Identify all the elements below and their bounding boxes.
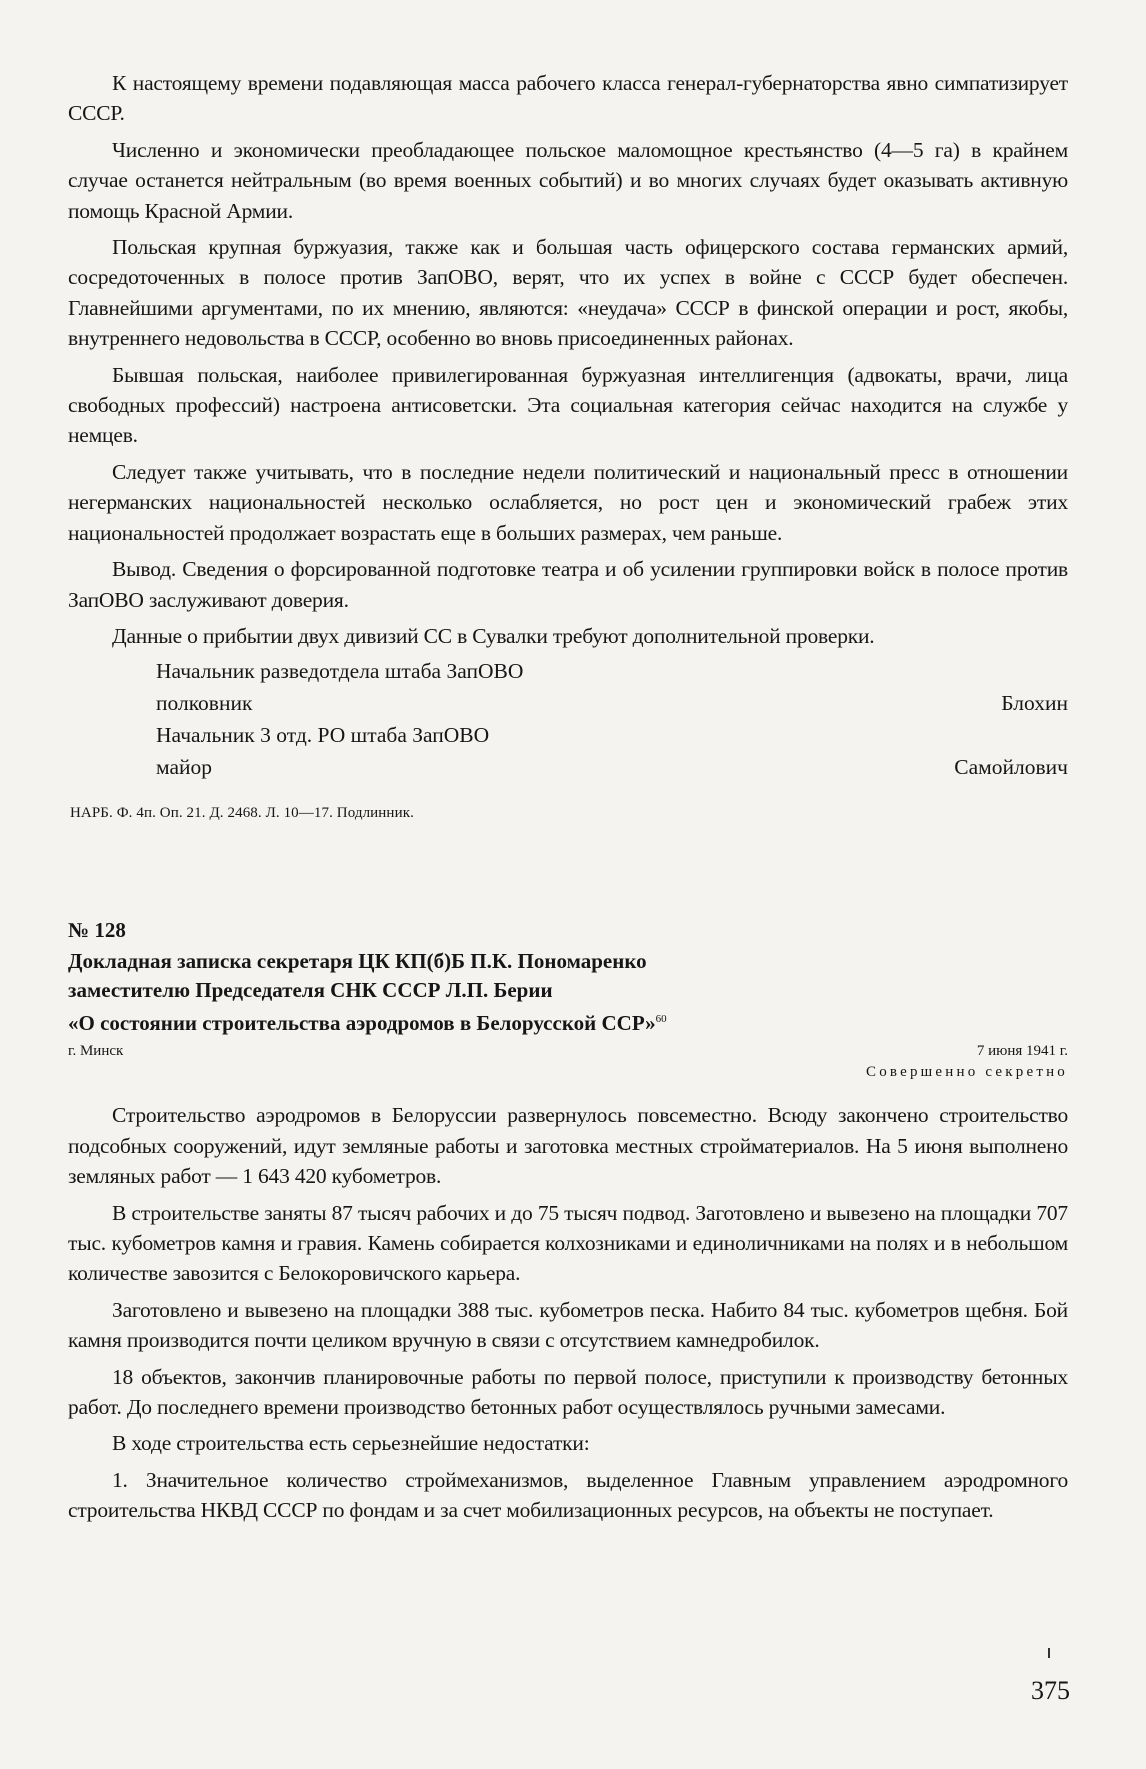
page-body xyxy=(68,68,1068,1526)
signature-line-1 xyxy=(156,687,1068,719)
signature-rank-1: полковник xyxy=(156,691,253,716)
signature-rank-2: майор xyxy=(156,755,213,780)
signature-title-1: Начальник разведотдела штаба ЗапОВО xyxy=(156,659,524,684)
document-number: № 128 xyxy=(68,918,126,943)
paragraph: Численно и экономически преобладающее польское маломощное крестьянство (4—5 га) в крайнем случае останется нейтральным (во время военных событий) и во многих случаях будет оказывать активную помощь Красной Армии. xyxy=(68,137,1068,223)
footnote-marker: 60 xyxy=(655,1013,667,1026)
page-number: 375 xyxy=(1031,1676,1070,1705)
paragraph: 18 объектов, закончив планировочные работы по первой полосе, приступили к производству бетонных работ. До последнего времени производство бетонных работ осуществлялось ручными замесами. xyxy=(68,1364,1068,1419)
paragraph: Бывшая польская, наиболее привилегированная буржуазная интеллигенция (адвокаты, врачи, лица свободных профессий) настроена антисоветски. Эта социальная категория сейчас находится на службе у немцев. xyxy=(68,362,1068,448)
paragraph: Польская крупная буржуазия, также как и большая часть офицерского состава германских армий, сосредоточенных в полосе против ЗапОВО, верят, что их успех в войне с СССР будет обеспечен. Главнейшими аргументами, по их мнению, являются: «неудача» СССР в финской операции и рост, якобы, внутреннего недовольства в СССР, особенно во вновь присоединенных районах. xyxy=(68,235,1068,351)
paragraph: Заготовлено и вывезено на площадки 388 тыс. кубометров песка. Набито 84 тыс. кубометров щебня. Бой камня производится почти целиком вручную в связи с отсутствием камнедробилок. xyxy=(68,1297,1068,1353)
document-date: 7 июня 1941 г. xyxy=(976,1043,1068,1060)
document-place: г. Минск xyxy=(68,1043,124,1060)
classification-stamp: Совершенно секретно xyxy=(866,1064,1068,1081)
margin-mark xyxy=(1048,1648,1050,1658)
signature-line-2 xyxy=(156,751,1068,783)
signature-name-2: Самойлович xyxy=(954,755,1068,780)
paragraph: Данные о прибытии двух дивизий СС в Сувалки требуют дополнительной проверки. xyxy=(112,623,875,648)
archive-reference: НАРБ. Ф. 4п. Оп. 21. Д. 2468. Л. 10—17. Подлинник. xyxy=(70,805,414,822)
paragraph: Вывод. Сведения о форсированной подготовке театра и об усилении группировки войск в полосе против ЗапОВО заслуживают доверия. xyxy=(68,557,1068,612)
paragraph: Следует также учитывать, что в последние недели политический и национальный пресс в отношении негерманских национальностей несколько ослабляется, но рост цен и экономический грабеж этих национальностей продолжает возрастать еще в больших размерах, чем раньше. xyxy=(68,459,1068,545)
signature-title-2: Начальник 3 отд. РО штаба ЗапОВО xyxy=(156,723,490,748)
signature-name-1: Блохин xyxy=(1001,691,1068,716)
paragraph: 1. Значительное количество строймеханизмов, выделенное Главным управлением аэродромного строительства НКВД СССР по фондам и за счет мобилизационных ресурсов, на объекты не поступает. xyxy=(68,1467,1068,1523)
paragraph: Строительство аэродромов в Белоруссии развернулось повсеместно. Всюду закончено строительство подсобных сооружений, идут земляные работы и заготовка местных стройматериалов. На 5 июня выполнено земляных работ — 1 643 420 кубометров. xyxy=(68,1103,1068,1189)
document-title: Докладная записка секретаря ЦК КП(б)Б П.К. Пономаренко заместителю Председателя СНК СССР Л.П. Берии «О состоянии строительства аэродромов в Белорусской ССР»$^{60}$ xyxy=(68,949,667,1036)
signature-block xyxy=(156,655,1068,783)
document-meta xyxy=(68,1040,1068,1062)
paragraph: В ходе строительства есть серьезнейшие недостатки: xyxy=(112,1431,590,1456)
paragraph: К настоящему времени подавляющая масса рабочего класса генерал-губернаторства явно симпатизирует СССР. xyxy=(68,71,1068,126)
paragraph: В строительстве заняты 87 тысяч рабочих и до 75 тысяч подвод. Заготовлено и вывезено на площадки 707 тыс. кубометров камня и гравия. Камень собирается колхозниками и единоличниками на полях и в небольшом количестве завозится с Белокоровичского карьера. xyxy=(68,1200,1068,1286)
